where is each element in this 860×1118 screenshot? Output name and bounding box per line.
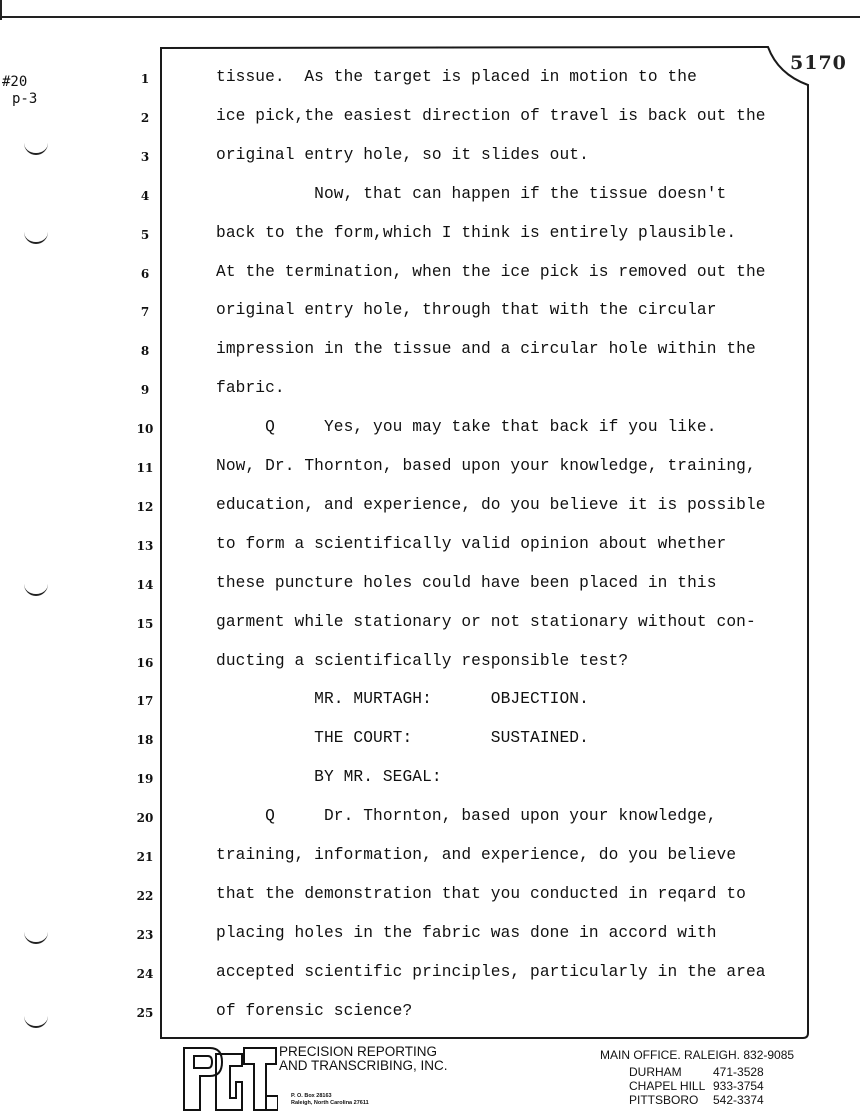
address-line2: Raleigh, North Carolina 27611 <box>291 1100 369 1106</box>
transcript-line: impression in the tissue and a circular hole within the <box>216 340 756 359</box>
line-number: 2 <box>140 110 150 125</box>
transcript-line: fabric. <box>216 379 285 398</box>
line-number: 17 <box>136 694 154 709</box>
main-office: MAIN OFFICE. RALEIGH. 832-9085 <box>600 1048 795 1062</box>
line-number: 15 <box>136 616 154 631</box>
line-number: 16 <box>136 655 154 670</box>
transcript-line: accepted scientific principles, particularly in the area <box>216 962 766 981</box>
line-number: 5 <box>140 227 150 242</box>
transcript-line: Q Dr. Thornton, based upon your knowledge, <box>216 807 717 826</box>
line-number: 3 <box>140 149 150 164</box>
company-logo <box>182 1044 278 1114</box>
line-number: 23 <box>136 927 154 942</box>
transcript-line: THE COURT: SUSTAINED. <box>216 729 589 748</box>
office-directory <box>600 1048 794 1107</box>
page-reference: p-3 <box>12 91 38 107</box>
transcript-line: education, and experience, do you believe it is possible <box>216 495 766 514</box>
transcript-line: original entry hole, so it slides out. <box>216 145 589 164</box>
line-number: 24 <box>136 966 154 981</box>
transcript-line: ducting a scientifically responsible test? <box>216 651 629 670</box>
office-name: CHAPEL HILL <box>629 1079 706 1093</box>
line-number: 22 <box>136 888 154 903</box>
transcript-line: At the termination, when the ice pick is removed out the <box>216 262 766 281</box>
company-name-line1: PRECISION REPORTING <box>279 1044 438 1059</box>
line-number: 14 <box>136 577 154 592</box>
transcript-line: garment while stationary or not stationary without con- <box>216 612 756 631</box>
office-row <box>629 1093 794 1107</box>
transcript-line: MR. MURTAGH: OBJECTION. <box>216 690 589 709</box>
line-number: 10 <box>136 422 154 437</box>
transcript-line: back to the form,which I think is entirely plausible. <box>216 223 737 242</box>
exhibit-number: #20 <box>2 74 28 90</box>
line-number: 19 <box>136 772 154 787</box>
line-number: 6 <box>140 266 150 281</box>
line-number: 1 <box>140 72 150 86</box>
page-stamp-number: 5170 <box>790 52 847 74</box>
transcript-line: these puncture holes could have been placed in this <box>216 573 717 592</box>
address-line1: P. O. Box 28163 <box>291 1093 332 1099</box>
line-number: 21 <box>136 850 154 864</box>
office-name: DURHAM <box>629 1065 682 1079</box>
transcript-line: Q Yes, you may take that back if you like. <box>216 418 717 437</box>
company-address <box>291 1093 369 1107</box>
line-number: 4 <box>140 188 150 203</box>
transcript-line: training, information, and experience, do you believe <box>216 846 737 864</box>
company-name-line2: AND TRANSCRIBING, INC. <box>279 1058 448 1073</box>
line-number: 25 <box>136 1005 154 1020</box>
office-name: PITTSBORO <box>629 1093 699 1107</box>
office-row <box>629 1065 794 1079</box>
office-phone: 471-3528 <box>713 1065 764 1079</box>
transcript-line: Now, Dr. Thornton, based upon your knowledge, training, <box>216 457 756 475</box>
office-phone: 542-3374 <box>713 1093 764 1107</box>
line-number: 11 <box>136 461 154 475</box>
transcript-line: Now, that can happen if the tissue doesn't <box>216 184 727 203</box>
line-number: 9 <box>140 383 150 398</box>
transcript-line: ice pick,the easiest direction of travel is back out the <box>216 106 766 125</box>
line-number: 12 <box>136 499 154 514</box>
line-number: 18 <box>136 733 154 748</box>
transcript-line: BY MR. SEGAL: <box>216 768 442 787</box>
transcript-line: of forensic science? <box>216 1001 413 1020</box>
line-number: 8 <box>140 344 150 359</box>
office-phone: 933-3754 <box>713 1079 764 1093</box>
transcript-line: that the demonstration that you conducted in reqard to <box>216 884 746 903</box>
company-name <box>279 1045 448 1073</box>
transcript-line: placing holes in the fabric was done in accord with <box>216 923 717 942</box>
transcript-line: tissue. As the target is placed in motion to the <box>216 68 697 86</box>
office-row <box>629 1079 794 1093</box>
transcript-line: to form a scientifically valid opinion about whether <box>216 534 727 553</box>
line-number: 7 <box>140 305 150 320</box>
transcript-line: original entry hole, through that with the circular <box>216 301 717 320</box>
line-number: 20 <box>136 811 154 826</box>
line-number: 13 <box>136 538 154 553</box>
